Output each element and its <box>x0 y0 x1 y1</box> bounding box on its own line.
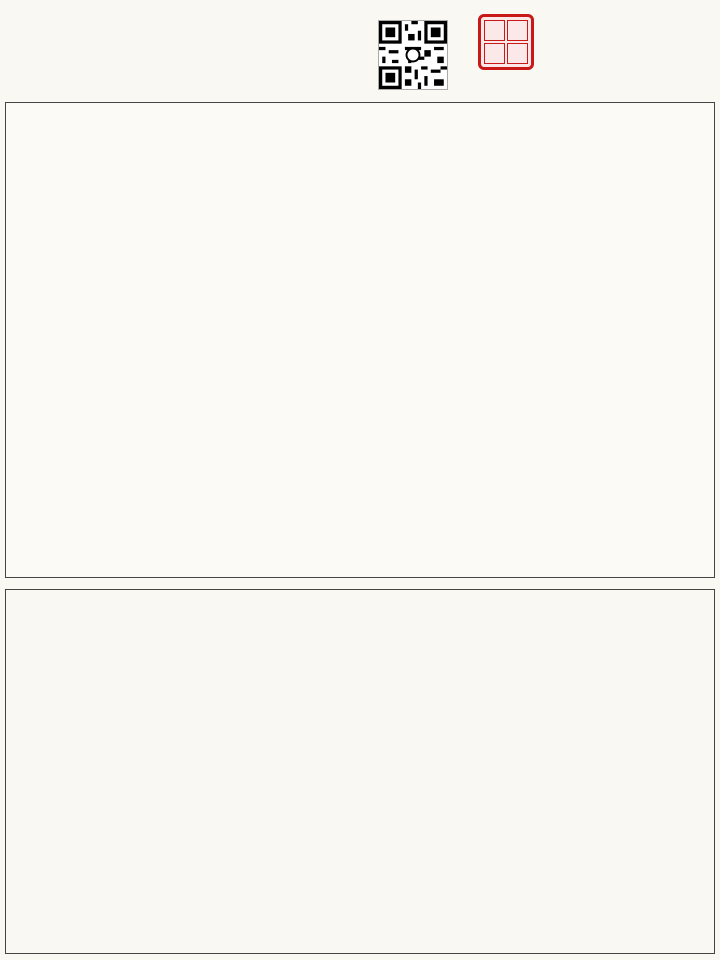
annual-grid <box>5 589 715 954</box>
qr-code-icon <box>378 20 448 90</box>
red-seal-stamp <box>478 14 534 70</box>
chart-board <box>5 102 715 578</box>
